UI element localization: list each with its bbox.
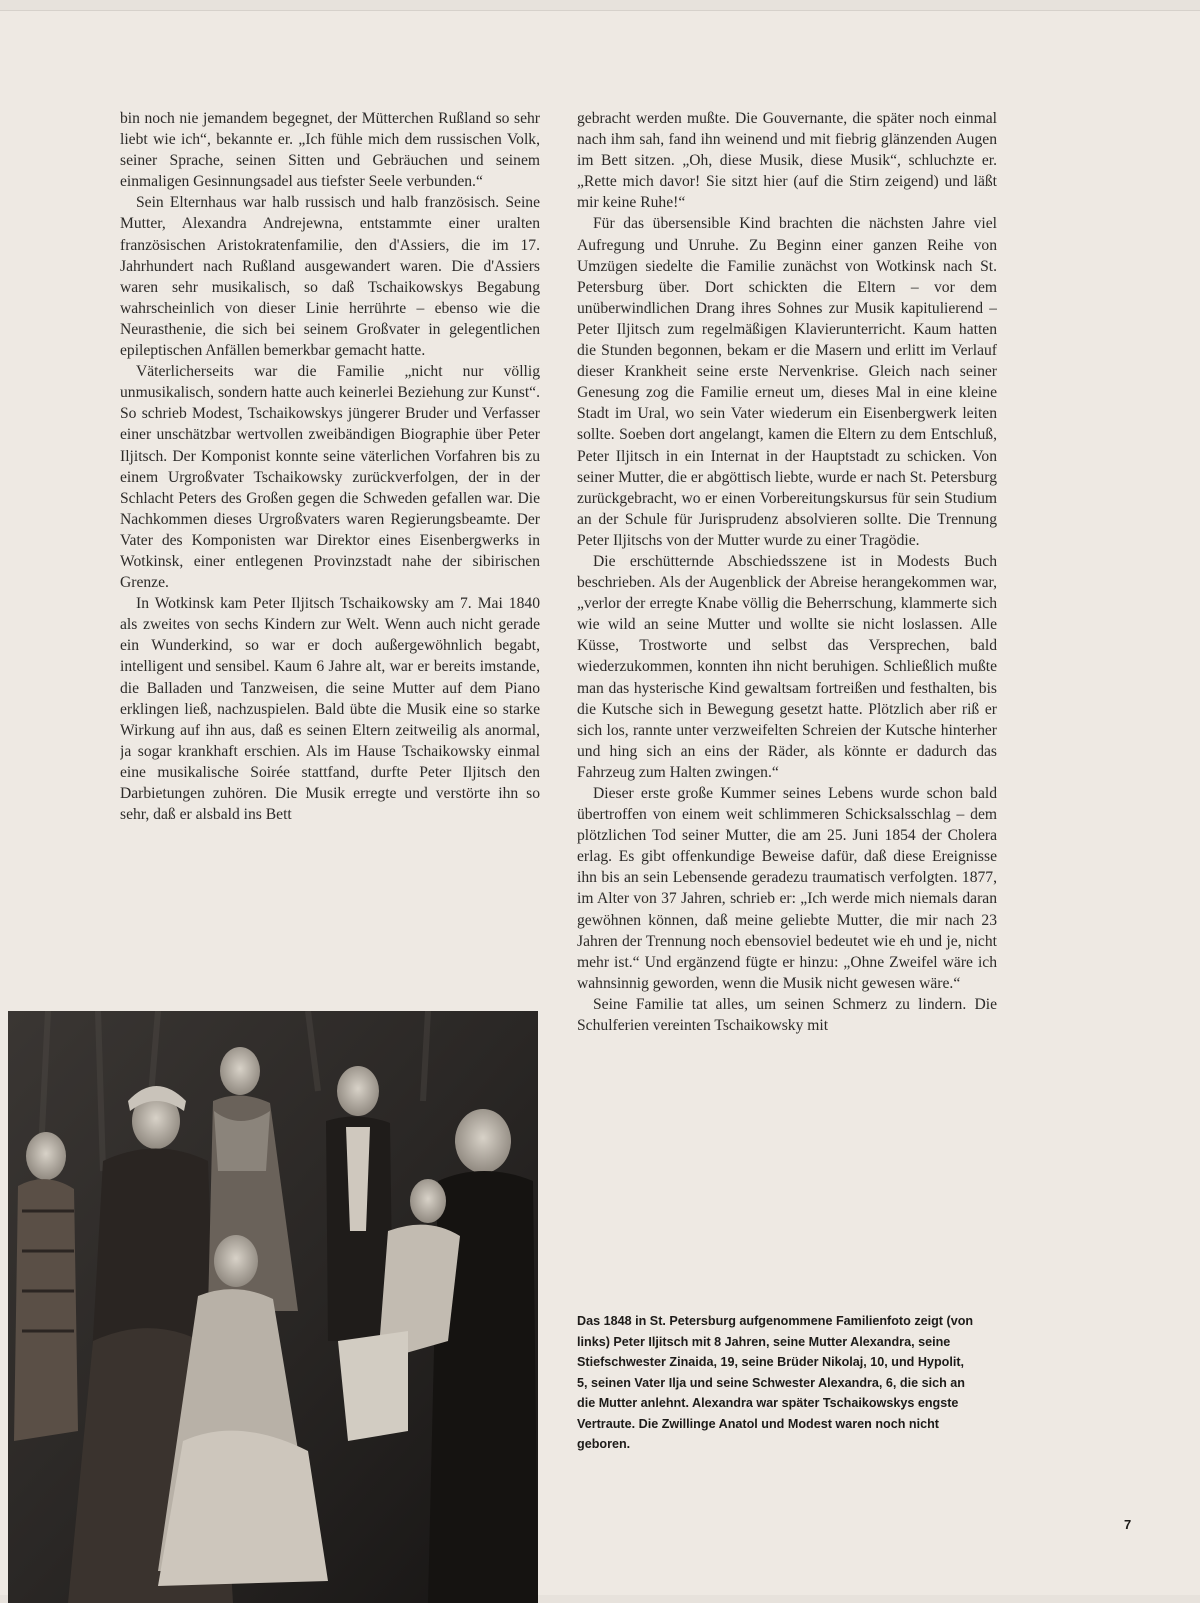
paragraph: Seine Familie tat alles, um seinen Schmerz zu lindern. Die Schulferien vereinten Tschaikowsky mit <box>577 995 997 1035</box>
page-number: 7 <box>1124 1517 1132 1532</box>
paragraph: gebracht werden mußte. Die Gouvernante, die später noch einmal nach ihm sah, fand ihn weinend und mit fiebrig glänzenden Augen im Bett sitzen. „Oh, diese Musik, diese Musik“, schluchzte er. „Rette mich davor! Sie sitzt hier (auf die Stirn zeigend) und läßt mir keine Ruhe!“ <box>577 110 997 212</box>
paragraph: Väterlicherseits war die Familie „nicht nur völlig unmusikalisch, sondern hatte auch keinerlei Beziehung zur Kunst“. So schrieb Modest, Tschaikowskys jüngerer Bruder und Verfasser einer unschätzbar wertvollen zweibändigen Biographie über Peter Iljitsch. Der Komponist konnte seine väterlichen Vorfahren bis zu einem Urgroßvater Tschaikowsky zurückverfolgen, der in der Schlacht Peters des Großen gegen die Schweden gefallen war. Die Nachkommen dieses Urgroßvaters waren Regierungsbeamte. Der Vater des Komponisten war Direktor eines Eisenbergwerks in Wotkinsk, einer entlegenen Provinzstadt nahe der sibirischen Grenze. <box>120 363 540 592</box>
paragraph: Für das übersensible Kind brachten die nächsten Jahre viel Aufregung und Unruhe. Zu Beginn einer ganzen Reihe von Umzügen siedelte die Familie zunächst von Wotkinsk nach St. Petersburg über. Dort schickten die Eltern – vor dem unüberwindlichen Drang ihres Sohnes zur Musik kapitulierend – Peter Iljitsch zum regelmäßigen Klavierunterricht. Kaum hatten die Stunden begonnen, bekam er die Masern und erlitt im Verlauf dieser Krankheit seine erste Nervenkrise. Gleich nach seiner Genesung zog die Familie erneut um, dieses Mal in eine kleine Stadt im Ural, wo sein Vater wiederum ein Eisenbergwerk leiten sollte. Soeben dort angelangt, kamen die Eltern zu dem Entschluß, Peter Iljitsch in ein Internat in der Hauptstadt zu schicken. Von seiner Mutter, die er abgöttisch liebte, wurde er nach St. Petersburg zurückgebracht, wo er einen Vorbereitungskursus für sein Studium an der Schule für Jurisprudenz absolvieren sollte. Die Trennung Peter Iljitschs von der Mutter wurde zu einer Tragödie. <box>577 215 997 549</box>
family-photo-illustration <box>8 1011 538 1603</box>
paragraph: Sein Elternhaus war halb russisch und halb französisch. Seine Mutter, Alexandra Andrejewna, entstammte einer uralten französischen Aristokratenfamilie, den d'Assiers, die im 17. Jahrhundert nach Rußland ausgewandert waren. Die d'Assiers waren sehr musikalisch, so daß Tschaikowskys Begabung wahrscheinlich von dieser Linie herrührte – ebenso wie die Neurasthenie, die sich bei seinem Großvater in gelegentlichen epileptischen Anfällen bemerkbar gemacht hatte. <box>120 194 540 360</box>
book-page <box>0 10 1200 1595</box>
paragraph: bin noch nie jemandem begegnet, der Mütterchen Rußland so sehr liebt wie ich“, bekannte er. „Ich fühle mich dem russischen Volk, seiner Sprache, seinen Sitten und Gebräuchen und seinem einmaligen Gesinnungsadel aus tiefster Seele verbunden.“ <box>120 110 540 191</box>
paragraph: Dieser erste große Kummer seines Lebens wurde schon bald übertroffen von einem weit schlimmeren Schicksalsschlag – dem plötzlichen Tod seiner Mutter, die am 25. Juni 1854 der Cholera erlag. Es gibt offenkundige Beweise dafür, daß diese Ereignisse ihn bis an sein Lebensende geradezu traumatisch verfolgten. 1877, im Alter von 37 Jahren, schrieb er: „Ich werde mich niemals daran gewöhnen können, daß meine geliebte Mutter, die mir nach 23 Jahren der Trennung noch ebensoviel bedeutet wie eh und je, nicht mehr ist.“ Und ergänzend fügte er hinzu: „Ohne Zweifel wäre ich wahnsinnig geworden, wenn die Musik nicht gewesen wäre.“ <box>577 785 997 992</box>
family-photo <box>8 1011 538 1603</box>
text-column-left <box>120 108 540 988</box>
paragraph: Die erschütternde Abschiedsszene ist in Modests Buch beschrieben. Als der Augenblick der Abreise herangekommen war, „verlor der erregte Knabe völlig die Beherrschung, klammerte sich wie wild an seine Mutter und wollte sie nicht loslassen. Alle Küsse, Trostworte und selbst das Versprechen, bald wiederzukommen, konnten ihn nicht beruhigen. Schließlich mußte man das hysterische Kind gewaltsam fortreißen und festhalten, bis die Kutsche sich in Bewegung gesetzt hatte. Plötzlich aber riß er sich los, rannte unter verzweifelten Schreien der Kutsche hinterher und hing sich an eins der Räder, als könnte er dadurch das Fahrzeug zum Halten zwingen.“ <box>577 552 997 781</box>
text-column-right <box>577 108 997 1268</box>
photo-caption: Das 1848 in St. Petersburg aufgenommene Familienfoto zeigt (von links) Peter Iljitsch mit 8 Jahren, seine Mutter Alexandra, seine Stiefschwester Zinaida, 19, seine Brüder Nikolaj, 10, und Hypolit, 5, seinen Vater Ilja und seine Schwester Alexandra, 6, die sich an die Mutter anlehnt. Alexandra war später Tschaikowskys engste Vertraute. Die Zwillinge Anatol und Modest waren noch nicht geboren. <box>577 1314 974 1451</box>
paragraph: In Wotkinsk kam Peter Iljitsch Tschaikowsky am 7. Mai 1840 als zweites von sechs Kindern zur Welt. Wenn auch nicht gerade ein Wunderkind, so war er doch außergewöhnlich begabt, intelligent und sensibel. Kaum 6 Jahre alt, war er bereits imstande, die Balladen und Tanzweisen, die seine Mutter auf dem Piano erklingen ließ, nachzuspielen. Bald übte die Musik eine so starke Wirkung auf ihn aus, daß es seinen Eltern zeitweilig als anormal, ja sogar krankhaft erschien. Als im Hause Tschaikowsky einmal eine musikalische Soirée stattfand, durfte Peter Iljitsch den Darbietungen zuhören. Die Musik erregte und verstörte ihn so sehr, daß er alsbald ins Bett <box>120 595 540 824</box>
